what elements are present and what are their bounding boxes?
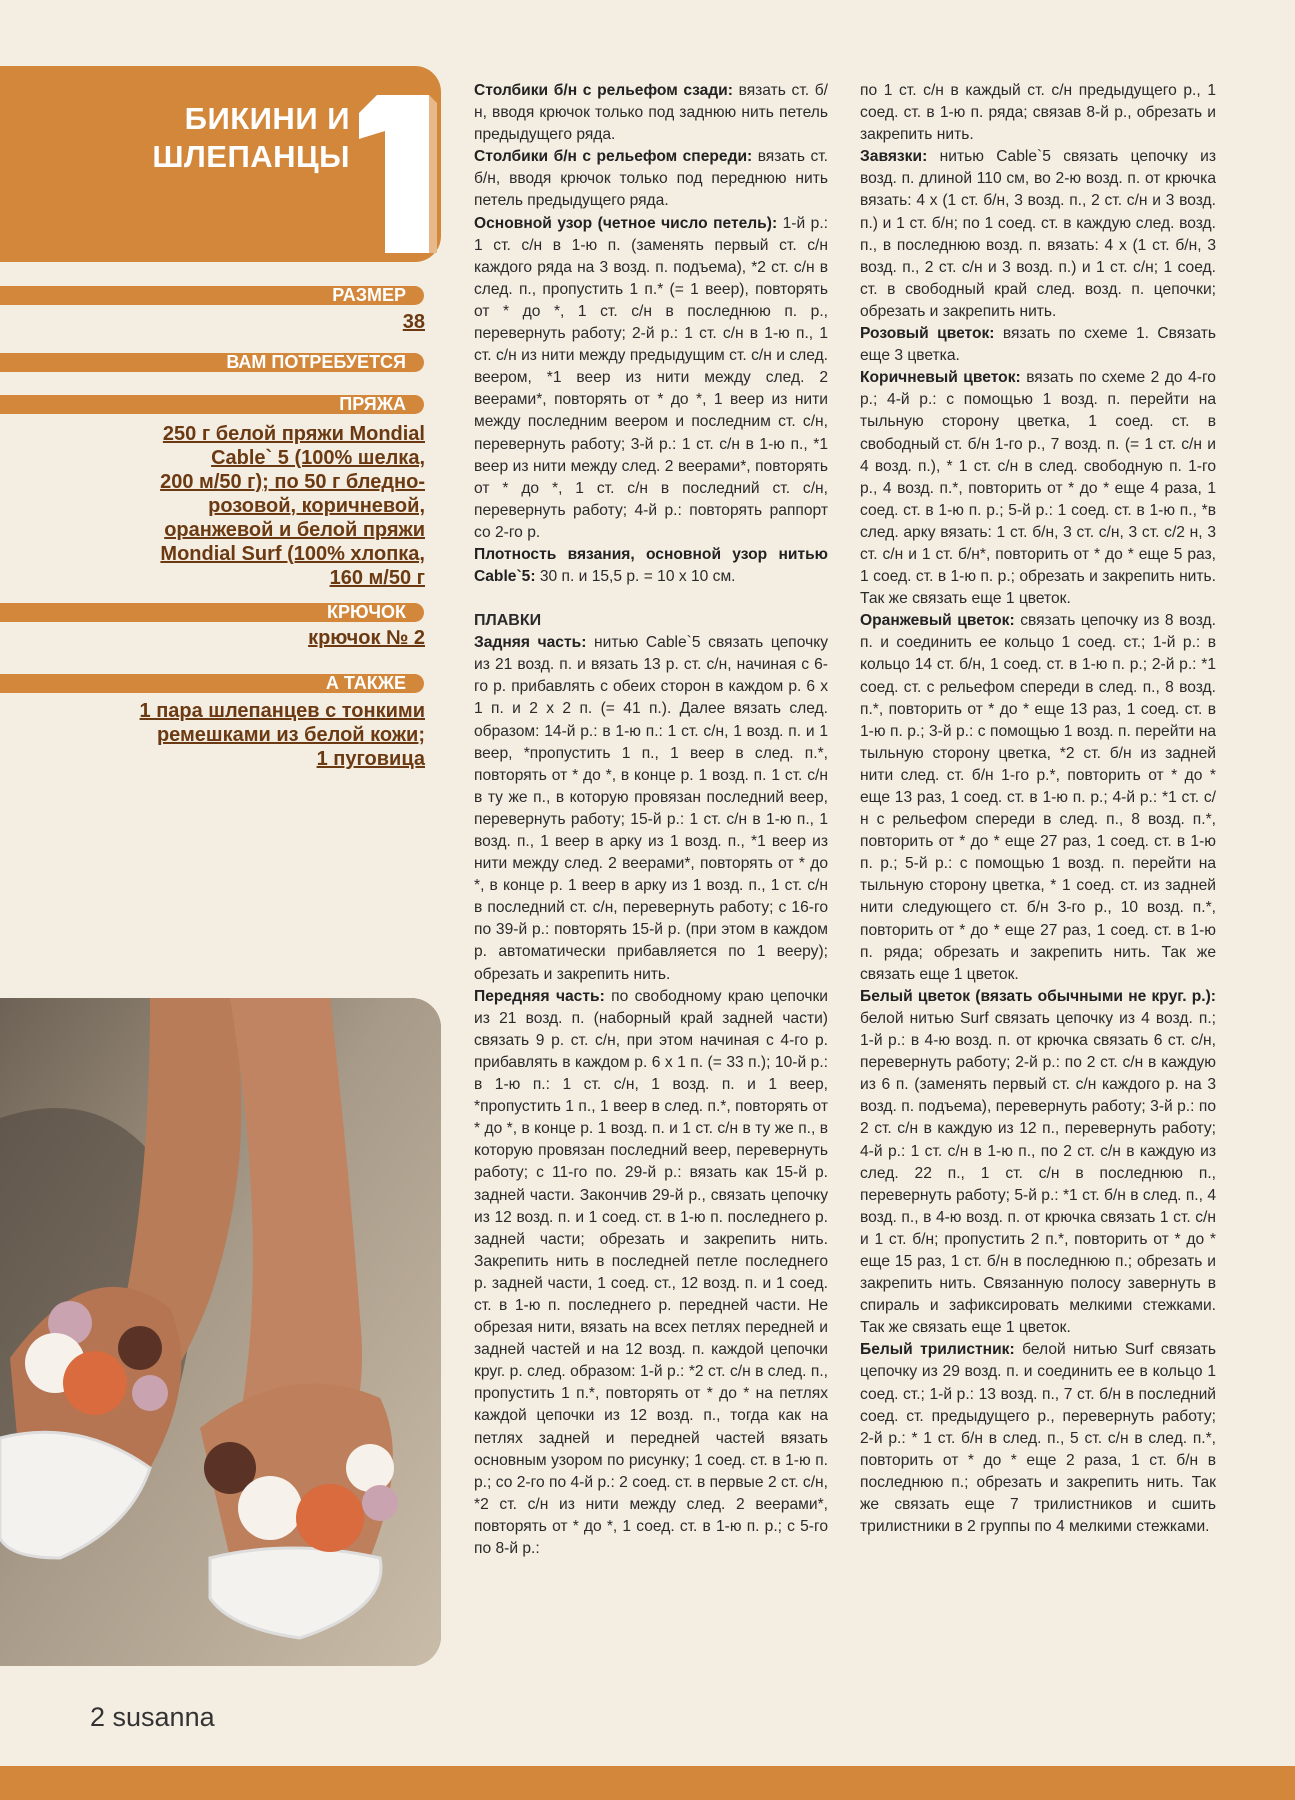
also-line: 1 пуговица bbox=[316, 748, 425, 770]
yarn-line: розовой, коричневой, bbox=[208, 495, 425, 517]
number-one-graphic bbox=[355, 95, 437, 253]
paragraph bbox=[474, 146, 828, 212]
paragraph-text: вязать по схеме 1. Связать еще 3 цветка. bbox=[860, 325, 1216, 365]
paragraph-text: нитью Cable`5 связать цепочку из возд. п. длиной 110 см, во 2-ю возд. п. от крючка вязать: 4 x (1 ст. б/н, 3 возд. п., 2 ст. с/н и 3 возд. п.) и 1 ст. б/н; по 1 соед. ст. в каждую след. возд. п., в последнюю возд. п. вязать: 4 x (1 ст. б/н, 3 возд. п., 2 ст. с/н и 3 возд. п.) и 1 ст. с/н; 1 соед. ст. в свободный край след. возд. п. цепочки; обрезать и закрепить нить. bbox=[860, 148, 1216, 320]
paragraph-text: по свободному краю цепочки из 21 возд. п. (наборный край задней части) связать 9 р. ст. с/н, при этом начиная с 4-го р. прибавлять в каждом р. 6 x 1 п. (= 33 п.); 10-й р.: в 1-ю п.: 1 ст. с/н, 1 возд. п. и 1 веер, *пропустить 1 п., 1 веер в след. п.*, повторять от * до *, в конце р. 1 возд. п. и 1 ст. с/н в ту же п., в которую провязан последний веер, перевернуть работу; с 11-го по. 29-й р.: вязать как 15-й р. задней части. Закончив 29-й р., связать цепочку из 12 возд. п. и 1 соед. ст. в 1-ю п. последнего р. задней части; обрезать и закрепить нить. Закрепить нить в последней петле последнего р. задней части, 1 соед. ст., 12 возд. п. и 1 соед. ст. в 1-ю п. последнего р. передней части. Не обрезая нити, вязать на всех петлях передней и задней частей и на 12 возд. п. каждой цепочки круг. р. след. образом: 1-й р.: *2 ст. с/н в след. п., пропустить 1 п.*, повторять от * до * на петлях каждой цепочки из 12 возд. п., тогда как на петлях задней и передней частей вязать основным узором по рисунку; 1 соед. ст. в 1-ю п. р.; со 2-го по 4-й р.: 2 соед. ст. в первые 2 ст. с/н, *2 ст. с/н из нити между след. 2 веерами*, повторять от * до *, 1 соед. ст. в 1-ю п. р.; с 5-го по 8-й р.: bbox=[474, 987, 828, 1557]
paragraph-title: Белый цветок (вязать обычными не круг. р.): bbox=[860, 987, 1216, 1005]
paragraph-text: вязать по схеме 2 до 4-го р.; 4-й р.: с помощью 1 возд. п. перейти на тыльную сторону цветка, 1 соед. ст. в свободный ст. б/н 1-го р., 7 возд. п. (= 1 ст. с/н и 4 возд. п.), * 1 ст. с/н в след. свободную п. 1-го р., 4 возд. п.*, повторить от * до * еще 4 раза, 1 соед. ст. в 1-ю п. р.; 5-й р.: 1 соед. ст. в 1-ю п., *в след. арку вязать: 1 ст. б/н, 3 ст. с/н, 3 ст. с/2 н, 3 ст. с/н и 1 ст. б/н*, повторить от * до * еще 5 раз, 1 соед. ст. в 1-ю п. р.; обрезать и закрепить нить. Так же связать еще 1 цветок. bbox=[860, 369, 1216, 608]
paragraph-text: нитью Cable`5 связать цепочку из 21 возд. п. и вязать 13 р. ст. с/н, начиная с 6-го р. прибавлять с обеих сторон в каждом р. 6 x 1 п. и 2 x 2 п. (= 41 п.). Далее вязать след. образом: 14-й р.: в 1-ю п.: 1 ст. с/н, 1 возд. п. и 1 веер, *пропустить 1 п., 1 веер в след. п.*, повторять от * до *, в конце р. 1 возд. п. 1 ст. с/н в ту же п., в которую провязан последний веер, перевернуть работу; 15-й р.: 1 ст. с/н в 1-ю п., 1 возд. п., 1 веер в арку из 1 возд. п., *1 веер из нити между след. 2 веерами*, повторять от * до *, в конце р. 1 веер в арку из 1 возд. п., 1 ст. с/н в последний ст. с/н, перевернуть работу; с 16-го по 39-й р.: повторять 15-й р. (при этом в каждом р. автоматически прибавляется по 1 вееру); обрезать и закрепить нить. bbox=[474, 634, 828, 983]
paragraph bbox=[474, 544, 828, 588]
paragraph-title: Задняя часть: bbox=[474, 634, 587, 652]
hook-value: крючок № 2 bbox=[308, 627, 425, 649]
paragraph-title: Столбики б/н с рельефом спереди: bbox=[474, 148, 753, 166]
paragraph bbox=[860, 986, 1216, 1340]
yarn-line: 250 г белой пряжи Mondial bbox=[162, 423, 425, 445]
yarn-value bbox=[160, 422, 425, 590]
paragraph-text: белой нитью Surf связать цепочку из 29 возд. п. и соединить ее в кольцо 1 соед. ст.; 1-й р.: 13 возд. п., 7 ст. б/н в последний соед. ст. предыдущего р., перевернуть работу; 2-й р.: * 1 ст. б/н в след. п., 5 ст. с/н в след. п.*, повторить от * до * еще 2 раза, 1 ст. б/н в последнюю п.; обрезать и закрепить нить. Так же связать еще 7 трилистников и сшить трилистники в 2 группы по 4 мелкими стежками. bbox=[860, 1341, 1217, 1536]
title-line-1: БИКИНИ И bbox=[184, 101, 350, 136]
paragraph bbox=[860, 367, 1216, 610]
paragraph-title: Основной узор (четное число петель): bbox=[474, 214, 778, 232]
page-title bbox=[150, 100, 350, 176]
paragraph-title: Столбики б/н с рельефом сзади: bbox=[474, 82, 733, 99]
bottom-band bbox=[0, 1766, 1295, 1800]
yarn-line: Cable` 5 (100% шелка, bbox=[211, 447, 425, 469]
yarn-line: Mondial Surf (100% хлопка, bbox=[160, 543, 425, 565]
paragraph bbox=[860, 610, 1216, 986]
title-line-2: ШЛЕПАНЦЫ bbox=[152, 139, 350, 174]
paragraph bbox=[474, 986, 828, 1560]
yarn-label: ПРЯЖА bbox=[0, 395, 424, 414]
photo-flip-flops bbox=[0, 998, 441, 1666]
need-label: ВАМ ПОТРЕБУЕТСЯ bbox=[0, 353, 424, 372]
page-number-label: 2 susanna bbox=[90, 1702, 215, 1732]
instructions-column-1 bbox=[474, 80, 828, 1560]
paragraph-text: по 1 ст. с/н в каждый ст. с/н предыдущего р., 1 соед. ст. в 1-ю п. ряда; связав 8-й р., обрезать и закрепить нить. bbox=[860, 82, 1216, 144]
paragraph-title: Коричневый цветок: bbox=[860, 369, 1021, 387]
hook-label: КРЮЧОК bbox=[0, 603, 424, 622]
paragraph-title: Передняя часть: bbox=[474, 987, 605, 1005]
paragraph bbox=[860, 146, 1216, 323]
paragraph bbox=[474, 632, 828, 986]
also-value bbox=[140, 699, 425, 771]
paragraph bbox=[860, 1339, 1216, 1538]
paragraph-text: белой нитью Surf связать цепочку из 4 возд. п.; 1-й р.: в 4-ю возд. п. от крючка связать 6 ст. с/н, перевернуть работу; 2-й р.: по 2 ст. с/н в каждую из 6 п. (заменять первый ст. с/н каждого р. на 3 возд. п. подъема), перевернуть работу; 3-й р.: по 2 ст. с/н в каждую из 12 п., перевернуть работу; 4-й р.: 1 ст. с/н в 1-ю п., по 2 ст. с/н в каждую из след. 22 п., 1 ст. с/н в последнюю п., перевернуть работу; 5-й р.: *1 ст. б/н в след. п., 4 возд. п., в 4-ю возд. п. от крючка связать 1 ст. с/н и 1 ст. б/н; пропустить 2 п.*, повторить от * до * еще 15 раз, 1 ст. б/н в последнюю п.; обрезать и закрепить нить. Связанную полосу завернуть в спираль и зафиксировать мелкими стежками. Так же связать еще 1 цветок. bbox=[860, 1009, 1216, 1337]
paragraph-text: связать цепочку из 8 возд. п. и соединить ее кольцо 1 соед. ст.; 1-й р.: в кольцо 14 ст. б/н, 1 соед. ст. в 1-ю п. р.; 2-й р.: *1 соед. ст. с рельефом спереди в след. п., 8 возд. п.*, повторить от * до * еще 13 раз, 1 соед. ст. в 1-ю п. р.; 3-й р.: с помощью 1 возд. п. перейти на тыльную сторону цветка, *2 ст. б/н из задней нити след. ст. б/н 1-го р.*, повторить от * до * еще 13 раз, 1 соед. ст. в 1-ю п. р.; 4-й р.: *1 ст. с/н с рельефом спереди в след. п., 8 возд. п.*, повторить от * до * еще 27 раз, 1 соед. ст. в 1-ю п. р.; 5-й р.: с помощью 1 возд. п. перейти на тыльную сторону цветка, * 1 соед. ст. из задней нити следующего ст. б/н 3-го р., 10 возд. п.*, повторить от * до * еще 27 раз, 1 соед. ст. в 1-ю п. ряда; обрезать и закрепить нить. Так же связать еще 1 цветок. bbox=[860, 612, 1216, 983]
size-label: РАЗМЕР bbox=[0, 286, 424, 305]
paragraph-text: вязать ст. б/н, вводя крючок только под переднюю нить петель предыдущего ряда. bbox=[474, 148, 828, 210]
paragraph-text: вязать ст. б/н, вводя крючок только под заднюю нить петель предыдущего ряда. bbox=[474, 82, 828, 144]
section-heading: ПЛАВКИ bbox=[474, 612, 542, 630]
paragraph-text: 1-й р.: 1 ст. с/н в 1-ю п. (заменять первый ст. с/н каждого ряда на 3 возд. п. подъема), *2 ст. с/н в след. п., пропустить 1 п.* (= 1 веер), повторять от * до *, 1 ст. с/н в последнюю п. р., перевернуть работу; 2-й р.: 1 ст. с/н в 1-ю п., 1 ст. с/н из нити между предыдущим ст. с/н и след. веером, *1 веер из нити между след. 2 веерами*, повторять от * до *, 1 веер из нити между последним веером и последним ст. с/н, перевернуть работу; 3-й р.: 1 ст. с/н в 1-ю п., *1 веер из нити между след. 2 веерами*, повторять от * до *, 1 ст. с/н в последний ст. с/н, перевернуть работу; 4-й р.: повторять раппорт со 2-го р. bbox=[474, 214, 828, 541]
paragraph-title: Розовый цветок: bbox=[860, 325, 995, 343]
paragraph bbox=[860, 323, 1216, 367]
paragraph-title: Завязки: bbox=[860, 148, 928, 166]
paragraph-title: Белый трилистник: bbox=[860, 1341, 1015, 1359]
yarn-line: 200 м/50 г); по 50 г бледно- bbox=[160, 471, 425, 493]
also-line: ремешками из белой кожи; bbox=[156, 724, 425, 746]
paragraph bbox=[474, 80, 828, 146]
size-value: 38 bbox=[402, 311, 425, 333]
yarn-line: оранжевой и белой пряжи bbox=[164, 519, 425, 541]
paragraph-text: 30 п. и 15,5 р. = 10 x 10 см. bbox=[539, 568, 736, 586]
paragraph-title: Оранжевый цветок: bbox=[860, 612, 1015, 630]
also-line: 1 пара шлепанцев с тонкими bbox=[139, 700, 425, 722]
instructions-column-2 bbox=[860, 80, 1216, 1538]
yarn-line: 160 м/50 г bbox=[329, 567, 425, 589]
paragraph bbox=[860, 80, 1216, 146]
also-label: А ТАКЖЕ bbox=[0, 674, 424, 693]
paragraph bbox=[474, 213, 828, 544]
paragraph-title: Плотность вязания, основной узор нитью Cable`5: bbox=[474, 545, 828, 586]
